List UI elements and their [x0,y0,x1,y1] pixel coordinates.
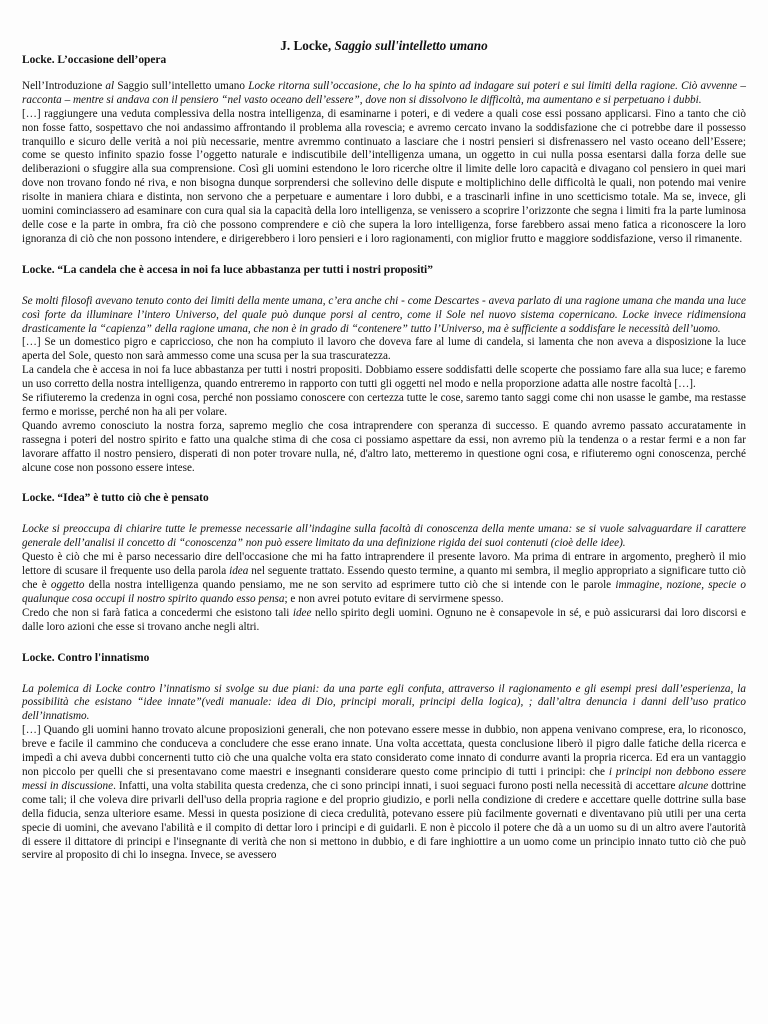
section-heading-occasione: Locke. L’occasione dell’opera [22,54,167,66]
section-heading-innatismo: Locke. Contro l'innatismo [22,651,150,664]
document-title [22,38,746,54]
paragraph: Quando avremo conosciuto la nostra forza, sapremo meglio che cosa intraprendere con speranza di successo. E quando avremo passato accuratamente in rassegna i poteri del nostro spirito e fatto una qualche stima di che cosa ci possiamo aspettare da essi, non avremo più la tendenza o a restar fermi e a non far lavorare affatto il nostro pensiero, disperati di non poter trovare nulla, né, d'altro lato, metteremo in questione ogni cosa, e rifiuteremo ogni conoscenza, perché alcune cose non possono essere intese. [22,419,746,474]
title-author: J. Locke, [280,38,335,53]
title-work: Saggio sull'intelletto umano [334,38,488,53]
section-intro-innatismo: La polemica di Locke contro l’innatismo si svolge su due piani: da una parte egli confuta, attraverso il ragionamento e gli esempi presi dall’esperienza, la possibilità che esistano “idee innate”(vedi manuale: idea di Dio, principi morali, principi della logica), ; dall’altra denuncia i danni dell’uso pratico dell’innatismo. [22,682,746,723]
paragraph: Questo è ciò che mi è parso necessario dire dell'occasione che mi ha fatto intraprendere il presente lavoro. Ma prima di entrare in argomento, pregherò il mio lettore di scusare il frequente uso della parola idea nel seguente trattato. Essendo questo termine, a quanto mi sembra, il meglio appropriato a significare tutto ciò che è oggetto della nostra intelligenza quando pensiamo, me ne son servito ad esprimere tutto ciò che si intende con le parole immagine, nozione, specie o qualunque cosa occupi il nostro spirito quando esso pensa; e non avrei potuto evitare di servirmene spesso. [22,551,747,605]
section-intro-occasione: Nell’Introduzione al Saggio sull’intelletto umano Locke ritorna sull’occasione, che lo ha spinto ad indagare sui poteri e sui limiti della ragione. Ciò avvenne – racconta – mentre si andava con il pensiero “nel vasto oceano dell’essere”, dove non si dissolvono le difficoltà, ma aumentano e si perpetuano i dubbi. [22,79,747,106]
section-body-occasione: […] raggiungere una veduta complessiva della nostra intelligenza, di esaminarne i poteri, e di vedere a quali cose essi possano applicarsi. Fino a tanto che ciò non fosse fatto, sospettavo che noi andassimo affrontando il problema alla rovescia; e avremo cercato invano la soddisfazione che ci potrebbe dare il possesso tranquillo e sicuro delle verità a noi più necessarie, mentre avremmo continuato a lasciare che i nostri pensieri si disfrenassero nel vasto oceano dell’Essere; come se questo infinito spazio fosse l’oggetto naturale e indiscutibile dell’intelligenza umana, un oggetto in cui nulla possa esentarsi dalla forza delle sue deliberazioni o sfuggire alla sua comprensione. Così gli uomini estendono le loro ricerche oltre il limite delle loro capacità e divagano col pensiero in quei mari dove non trovano fondo né riva, e non bisogna dunque sorprendersi che sollevino delle dispute e moltiplichino delle difficoltà le quali, non potendo mai venire risolte in maniera chiara e distinta, non servono che a perpetuare e aumentare i loro dubbi, e a trascinarli infine in uno scetticismo totale. Ma se, invece, gli uomini cominciassero ad esaminare con cura qual sia la capacità della loro intelligenza, se venissero a scoprire l’orizzonte che segna i limiti fra la parte luminosa delle cose e la parte in ombra, fra ciò che possono comprendere e ciò che supera la loro intelligenza, forse farebbero assai meno fatica a riconoscere la loro ignoranza di ciò che non possono intendere, e dirigerebbero i loro pensieri e i loro ragionamenti, con miglior frutto e maggiore soddisfazione, verso il rimanente. [22,107,746,245]
section-intro-candela: Se molti filosofi avevano tenuto conto dei limiti della mente umana, c’era anche chi - come Descartes - aveva parlato di una ragione umana che manda una luce così forte da illuminare l’intero Universo, del quale può dunque porsi al centro, come il Sole nel nuovo sistema copernicano. Locke invece ridimensiona drasticamente la “capienza” della ragione umana, che non è in grado di “contenere” tutto l’Universo, ma è sufficiente a soddisfare le necessità dell’uomo. [22,294,746,335]
section-heading-idea: Locke. “Idea” è tutto ciò che è pensato [22,492,209,505]
paragraph: Se rifiuteremo la credenza in ogni cosa, perché non possiamo conoscere con certezza tutte le cose, saremo tanto saggi come chi non usasse le gambe, ma restasse fermo e morisse, perché non ha ali per volare. [22,392,746,418]
paragraph: La candela che è accesa in noi fa luce abbastanza per tutti i nostri propositi. Dobbiamo essere soddisfatti delle scoperte che possiamo fare alla sua luce; e faremo un uso corretto della nostra intelligenza, quando entreremo in rapporto con tutti gli oggetti nel modo e nella proporzione adatta alle nostre facoltà […]. [22,364,746,391]
section-intro-idea: Locke si preoccupa di chiarire tutte le premesse necessarie all’indagine sulla facoltà di conoscenza della mente umana: se si vuole salvaguardare il carattere generale dell’analisi il concetto di “conoscenza” non può essere limitato da una definizione rigida dei suoi contenuti (cioè delle idee). [22,523,746,550]
document-content [22,38,746,863]
paragraph: […] Quando gli uomini hanno trovato alcune proposizioni generali, che non potevano essere messe in dubbio, non appena venivano comprese, era, lo riconosco, breve e facile il cammino che conduceva a concludere che esse erano innate. Una volta accettata, questa conclusione liberò il pigro dalle fatiche della ricerca e impedì a chi aveva dubbi concernenti tutto ciò che una qualche volta era stato considerato come innato di condurre avanti la propria ricerca. Ed era un vantaggio non piccolo per quelli che si presentavano come maestri e insegnanti considerare questo come principio di tutti i principi: che i principi non debbono essere messi in discussione. Infatti, una volta stabilita questa credenza, che ci sono principi innati, i suoi seguaci furono posti nella necessità di accettare alcune dottrine come tali; il che voleva dire privarli dell'uso della propria ragione e del proprio giudizio, e porli nella condizione di credere e accettare quelle dottrine sulla base della fiducia, senza ulteriore esame. Messi in questa posizione di cieca credulità, potevano essere più facilmente governati e diventavano più utili per una certa specie di uomini, che avevano l'abilità e il compito di dettar loro i principi e di guidarli. E non è piccolo il potere che dà a un uomo su di un altro avere l'autorità di essere il dittatore di principi e l'insegnante di verità che non si mettono in dubbio, e di fare inghiottire a un uomo come un principio innato tutto ciò che può servire al proposito di chi lo insegna. Invece, se avessero [22,724,747,862]
paragraph: Credo che non si farà fatica a concedermi che esistono tali idee nello spirito degli uomini. Ognuno ne è consapevole in sé, e può assicurarsi dai loro discorsi e dalle loro azioni che esse si trovano anche negli altri. [22,606,746,633]
paragraph: […] Se un domestico pigro e capriccioso, che non ha compiuto il lavoro che doveva fare al lume di candela, si lamenta che non aveva a disposizione la luce aperta del Sole, questo non sarà ammesso come una scusa per la sua trascuratezza. [22,336,746,363]
section-heading-candela: Locke. “La candela che è accesa in noi fa luce abbastanza per tutti i nostri propositi” [22,263,433,276]
